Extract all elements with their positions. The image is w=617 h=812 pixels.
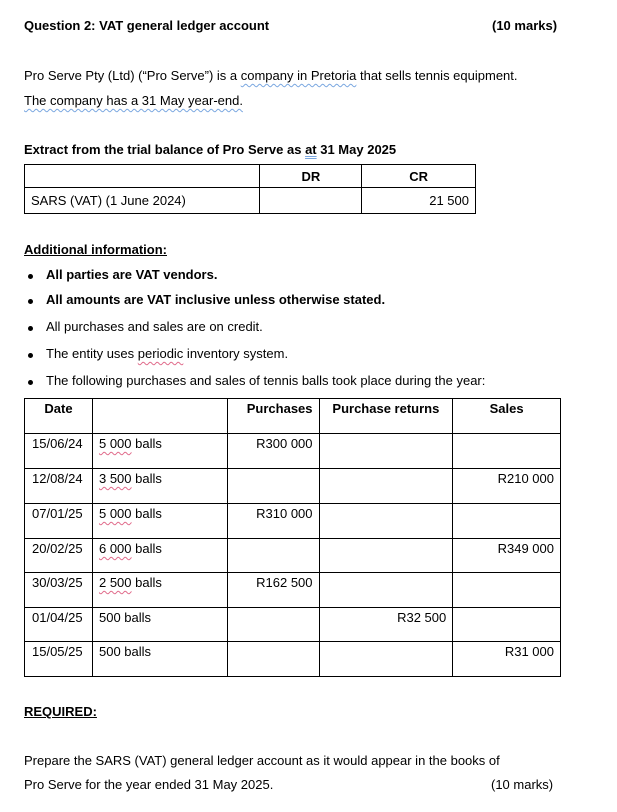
- table-row: [25, 469, 561, 504]
- cell-purchases: R310 000: [227, 504, 319, 539]
- description-quantity: 6 000: [98, 541, 132, 556]
- bullet-dot-1: [28, 274, 33, 279]
- description-quantity: 5 000: [98, 436, 132, 451]
- question-title: Question 2: VAT general ledger account: [24, 18, 270, 33]
- intro-line-2-text: The company has a 31 May year-end.: [24, 93, 243, 108]
- table-row: [25, 642, 561, 677]
- bullet-item-2: All amounts are VAT inclusive unless otherwise stated.: [46, 292, 386, 307]
- header-date: Date: [25, 399, 93, 434]
- intro-line-2: [24, 93, 243, 108]
- trial-balance-header-cr: CR: [362, 165, 476, 188]
- intro-line-1-end: that sells tennis equipment.: [356, 68, 518, 83]
- cell-description: [92, 608, 227, 642]
- header-sales: Sales: [453, 399, 561, 434]
- description-unit: balls: [131, 506, 162, 521]
- table-row: [25, 539, 561, 573]
- question-marks: (10 marks): [492, 18, 558, 33]
- cell-sales: R210 000: [453, 469, 561, 504]
- trial-balance-header-dr: DR: [260, 165, 362, 188]
- cell-purchases: [227, 642, 319, 677]
- cell-sales: R31 000: [453, 642, 561, 677]
- bullet-dot-2: [28, 299, 33, 304]
- description-unit: balls: [120, 610, 152, 625]
- cell-purchase-returns: [319, 539, 453, 573]
- cell-purchases: [227, 608, 319, 642]
- additional-info-heading: Additional information:: [24, 242, 167, 257]
- trial-balance-header-label: [25, 165, 260, 188]
- cell-purchases: R162 500: [227, 573, 319, 608]
- intro-line-1-start: Pro Serve Pty (Ltd) (“Pro Serve”) is a: [24, 68, 241, 83]
- cell-purchases: [227, 469, 319, 504]
- cell-purchase-returns: [319, 573, 453, 608]
- description-unit: balls: [131, 471, 162, 486]
- cell-sales: [453, 434, 561, 469]
- cell-purchase-returns: [319, 469, 453, 504]
- cell-description: [92, 469, 227, 504]
- description-quantity: 3 500: [98, 471, 132, 486]
- table-row: [25, 504, 561, 539]
- trial-balance-row-label: SARS (VAT) (1 June 2024): [25, 188, 260, 214]
- cell-sales: [453, 608, 561, 642]
- cell-description: [92, 642, 227, 677]
- cell-date: 15/06/24: [25, 434, 93, 469]
- cell-sales: [453, 504, 561, 539]
- trial-balance-row: [25, 188, 476, 214]
- cell-date: 12/08/24: [25, 469, 93, 504]
- trial-balance-heading-at: at: [305, 142, 317, 157]
- cell-purchase-returns: R32 500: [319, 608, 453, 642]
- header-purchase-returns: Purchase returns: [319, 399, 453, 434]
- trial-balance-row-dr: [260, 188, 362, 214]
- bullet-item-4-periodic: periodic: [137, 346, 184, 361]
- header-purchases: Purchases: [227, 399, 319, 434]
- description-unit: balls: [131, 575, 162, 590]
- bullet-item-3: All purchases and sales are on credit.: [46, 319, 263, 334]
- cell-description: [92, 539, 227, 573]
- bullet-item-4: [46, 346, 288, 361]
- required-marks: (10 marks): [491, 777, 554, 792]
- table-row: [25, 573, 561, 608]
- description-quantity: 5 000: [98, 506, 132, 521]
- required-line-1: Prepare the SARS (VAT) general ledger account as it would appear in the books of: [24, 753, 500, 768]
- cell-date: 30/03/25: [25, 573, 93, 608]
- trial-balance-heading-start: Extract from the trial balance of Pro Serve as: [24, 142, 306, 157]
- bullet-item-5: The following purchases and sales of tennis balls took place during the year:: [46, 373, 486, 388]
- description-quantity: 500: [98, 610, 121, 625]
- description-unit: balls: [131, 541, 162, 556]
- transactions-header-row: [25, 399, 561, 434]
- cell-purchase-returns: [319, 504, 453, 539]
- description-quantity: 500: [98, 644, 121, 659]
- description-unit: balls: [120, 644, 152, 659]
- trial-balance-row-cr: 21 500: [362, 188, 476, 214]
- bullet-dot-5: [28, 380, 33, 385]
- cell-description: [92, 434, 227, 469]
- table-row: [25, 608, 561, 642]
- cell-sales: R349 000: [453, 539, 561, 573]
- intro-company-location: company in Pretoria: [240, 68, 357, 83]
- cell-purchases: [227, 539, 319, 573]
- cell-purchase-returns: [319, 642, 453, 677]
- bullet-item-4-start: The entity uses: [46, 346, 138, 361]
- transactions-table: [24, 398, 561, 677]
- intro-line-1: [24, 68, 518, 83]
- bullet-dot-4: [28, 353, 33, 358]
- required-line-2: Pro Serve for the year ended 31 May 2025.: [24, 777, 274, 792]
- trial-balance-heading: [24, 142, 396, 157]
- trial-balance-table: [24, 164, 476, 214]
- cell-date: 20/02/25: [25, 539, 93, 573]
- cell-date: 01/04/25: [25, 608, 93, 642]
- cell-purchases: R300 000: [227, 434, 319, 469]
- bullet-item-4-end: inventory system.: [183, 346, 289, 361]
- required-heading: REQUIRED:: [24, 704, 97, 719]
- cell-purchase-returns: [319, 434, 453, 469]
- cell-sales: [453, 573, 561, 608]
- cell-date: 07/01/25: [25, 504, 93, 539]
- bullet-item-1: All parties are VAT vendors.: [46, 267, 218, 282]
- cell-description: [92, 573, 227, 608]
- trial-balance-heading-end: 31 May 2025: [316, 142, 397, 157]
- description-unit: balls: [131, 436, 162, 451]
- cell-description: [92, 504, 227, 539]
- cell-date: 15/05/25: [25, 642, 93, 677]
- header-description: [92, 399, 227, 434]
- description-quantity: 2 500: [98, 575, 132, 590]
- bullet-dot-3: [28, 326, 33, 331]
- table-row: [25, 434, 561, 469]
- trial-balance-header-row: [25, 165, 476, 188]
